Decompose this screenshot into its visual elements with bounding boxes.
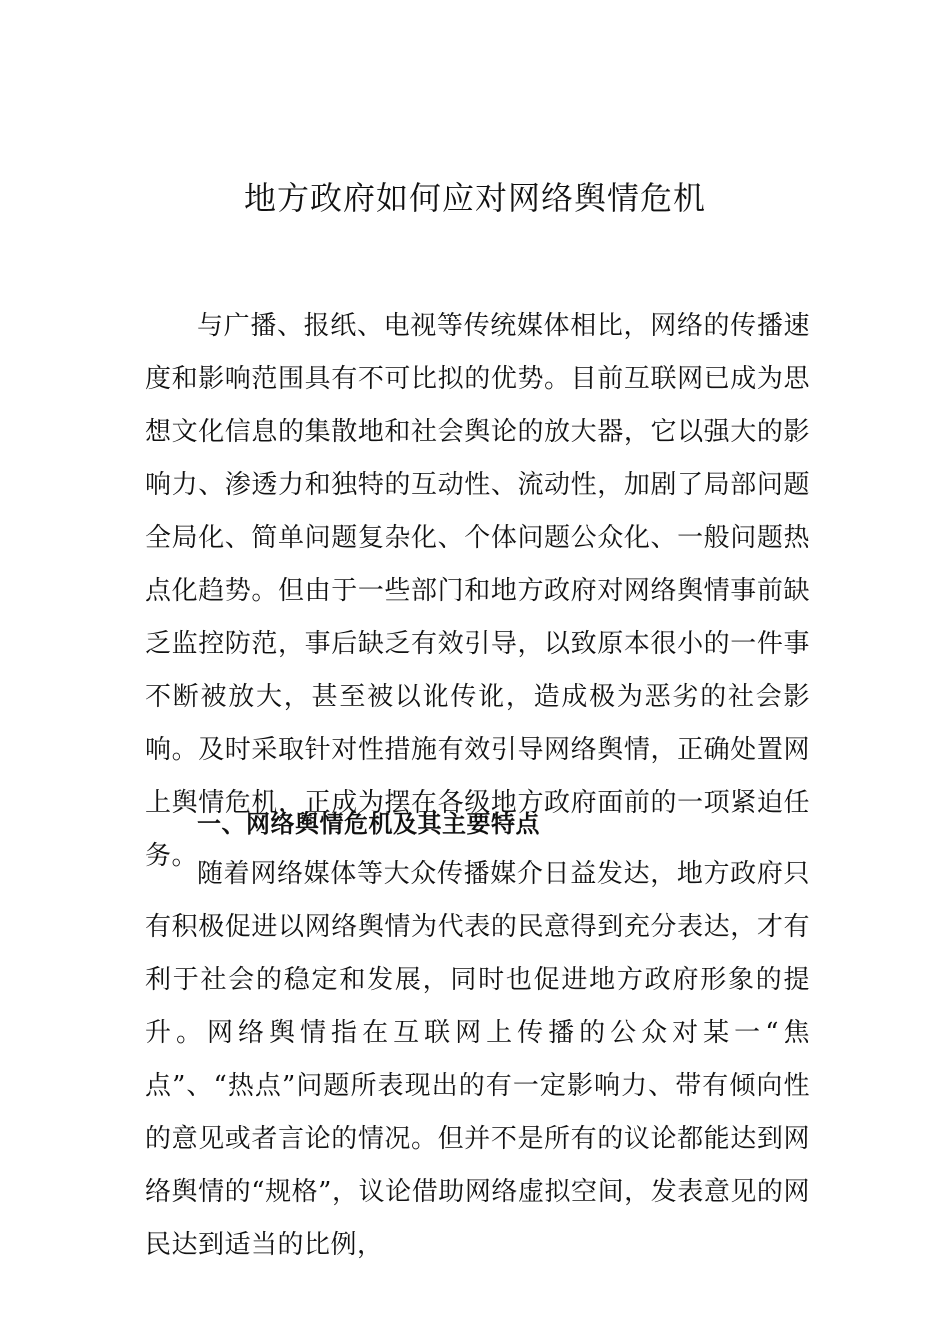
section-heading: 一、网络舆情危机及其主要特点	[197, 810, 540, 838]
document-title: 地方政府如何应对网络舆情危机	[243, 179, 706, 217]
section-paragraph: 随着网络媒体等大众传播媒介日益发达，地方政府只有积极促进以网络舆情为代表的民意得到充分表达，才有利于社会的稳定和发展，同时也促进地方政府形象的提升。网络舆情指在互联网上传播的公众对某一“焦点”、“热点”问题所表现出的有一定影响力、带有倾向性的意见或者言论的情况。但并不是所有的议论都能达到网络舆情的“规格”，议论借助网络虚拟空间，发表意见的网民达到适当的比例，	[145, 859, 810, 1260]
intro-paragraph: 与广播、报纸、电视等传统媒体相比，网络的传播速度和影响范围具有不可比拟的优势。目前互联网已成为思想文化信息的集散地和社会舆论的放大器，它以强大的影响力、渗透力和独特的互动性、流动性，加剧了局部问题全局化、简单问题复杂化、个体问题公众化、一般问题热点化趋势。但由于一些部门和地方政府对网络舆情事前缺乏监控防范，事后缺乏有效引导，以致原本很小的一件事不断被放大，甚至被以讹传讹，造成极为恶劣的社会影响。及时采取针对性措施有效引导网络舆情，正确处置网上舆情危机，正成为摆在各级地方政府面前的一项紧迫任务。	[145, 311, 810, 871]
